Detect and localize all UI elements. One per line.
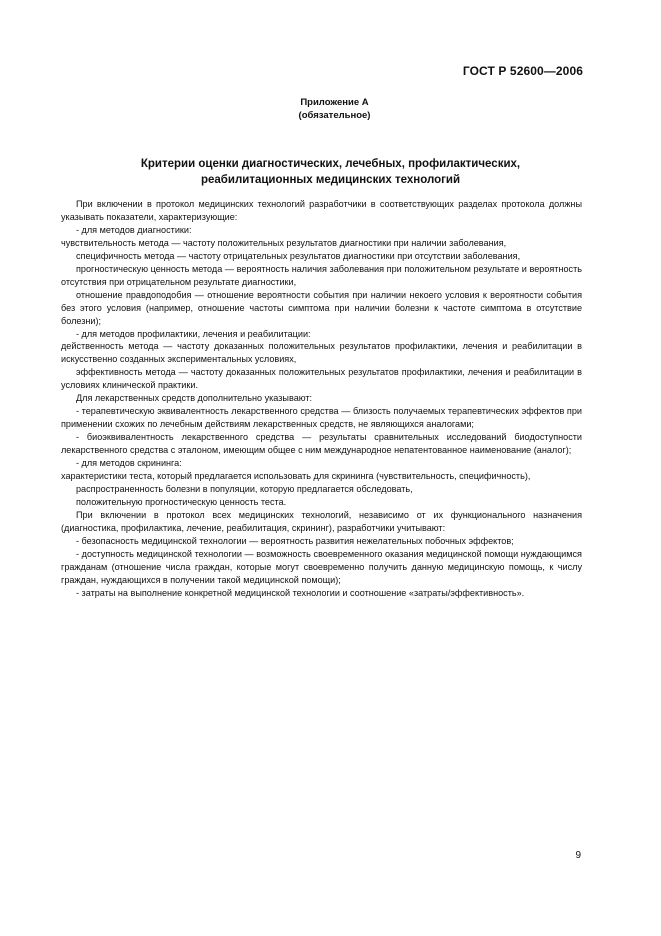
body-text bbox=[61, 198, 582, 600]
paragraph: действенность метода — частоту доказанных положительных результатов профилактики, лечения и реабилитации в искусственно созданных экспериментальных условиях, bbox=[61, 341, 582, 365]
paragraph: распространенность болезни в популяции, которую предлагается обследовать, bbox=[76, 483, 413, 494]
paragraph: При включении в протокол всех медицинских технологий, независимо от их функционального назначения (диагностика, профилактика, лечение, реабилитация, скрининг), разработчики учитывают: bbox=[61, 509, 582, 533]
paragraph: положительную прогностическую ценность теста. bbox=[76, 496, 287, 507]
paragraph: - биоэквивалентность лекарственного средства — результаты сравнительных исследований биодоступности лекарственного средства с эталоном, имеющим общее с ним международное непатентованное наименование (аналог); bbox=[61, 432, 582, 456]
paragraph: отношение правдоподобия — отношение вероятности события при наличии некоего условия к вероятности события без этого условия (например, отношение частоты симптома при наличии болезни к частоте симптома в отсутствие болезни); bbox=[61, 289, 582, 326]
paragraph: - для методов профилактики, лечения и реабилитации: bbox=[76, 328, 311, 339]
document-title-line-1: Критерии оценки диагностических, лечебных, профилактических, bbox=[140, 158, 521, 170]
appendix-type: (обязательное) bbox=[298, 110, 371, 121]
document-title bbox=[0, 156, 661, 188]
paragraph: - доступность медицинской технологии — возможность своевременного оказания медицинской помощи нуждающимся гражданам (отношение числа граждан, которые могут своевременно получить данную медицинскую помощь, к числу граждан, нуждающихся в получении такой медицинской помощи); bbox=[61, 548, 582, 585]
standard-number-header: ГОСТ Р 52600—2006 bbox=[462, 64, 583, 78]
page-number: 9 bbox=[575, 850, 581, 861]
paragraph: - для методов скрининга: bbox=[76, 458, 182, 469]
appendix-title: Приложение А bbox=[300, 97, 369, 108]
paragraph: прогностическую ценность метода — вероятность наличия заболевания при положительном результате и вероятность отсутствия при отрицательном результате диагностики, bbox=[61, 263, 582, 287]
document-title-line-2: реабилитационных медицинских технологий bbox=[200, 174, 461, 186]
paragraph: чувствительность метода — частоту положительных результатов диагностики при наличии заболевания, bbox=[61, 237, 507, 248]
paragraph: При включении в протокол медицинских технологий разработчики в соответствующих разделах протокола должны указывать показатели, характеризующие: bbox=[61, 199, 582, 222]
paragraph: - терапевтическую эквивалентность лекарственного средства — близость получаемых терапевтических эффектов при применении схожих по лечебным действиям лекарственных средств, не являющихся аналогами; bbox=[61, 406, 582, 430]
paragraph: - затраты на выполнение конкретной медицинской технологии и соотношение «затраты/эффективность». bbox=[76, 587, 525, 598]
paragraph: - безопасность медицинской технологии — вероятность развития нежелательных побочных эффектов; bbox=[76, 535, 514, 546]
paragraph: Для лекарственных средств дополнительно указывают: bbox=[76, 393, 313, 404]
paragraph: эффективность метода — частоту доказанных положительных результатов профилактики, лечения и реабилитации в условиях клинической практики. bbox=[61, 367, 582, 391]
paragraph: специфичность метода — частоту отрицательных результатов диагностики при отсутствии заболевания, bbox=[76, 250, 521, 261]
paragraph: характеристики теста, который предлагается использовать для скрининга (чувствительность, специфичность), bbox=[61, 471, 531, 482]
paragraph: - для методов диагностики: bbox=[76, 224, 192, 235]
